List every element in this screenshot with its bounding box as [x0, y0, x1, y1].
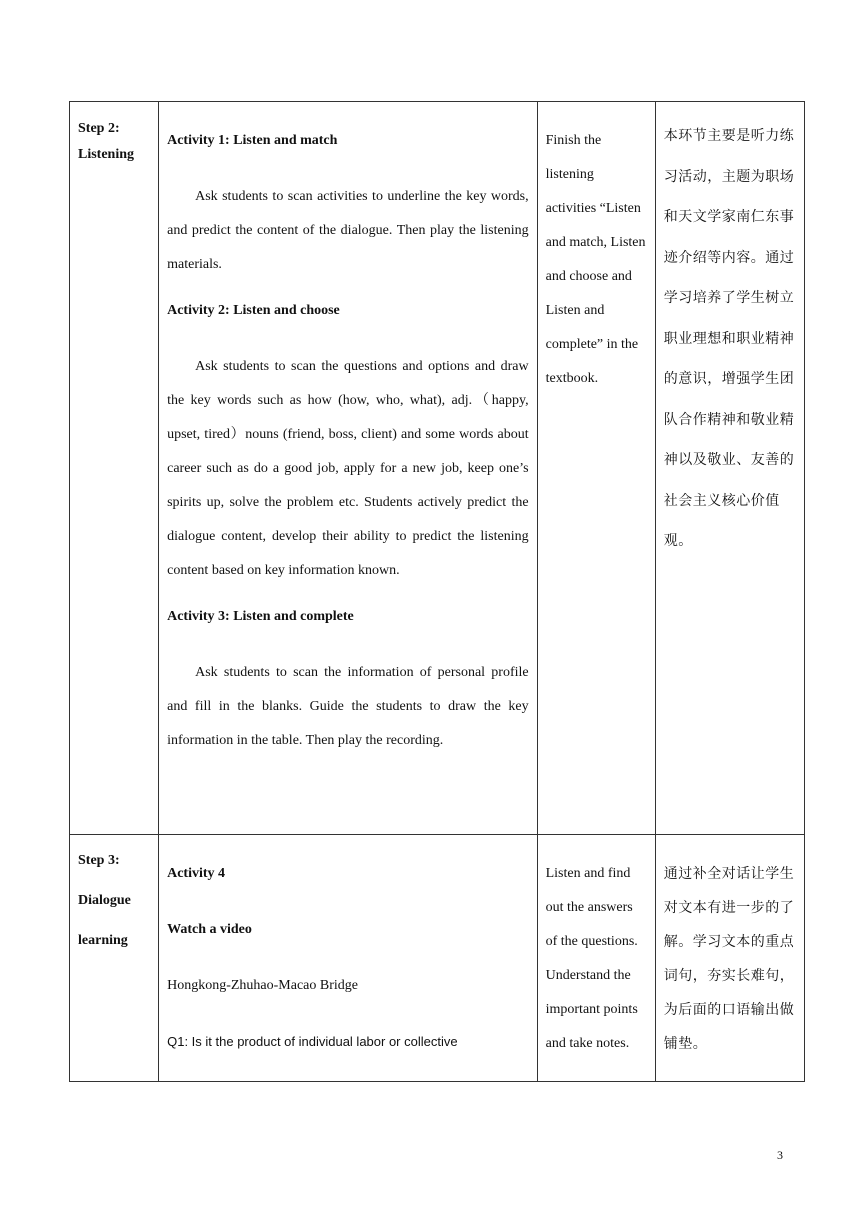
activities-cell: [159, 102, 538, 835]
step-cell: [70, 835, 159, 1082]
activity-subtitle: Watch a video: [167, 922, 252, 937]
student-activity-cell: [537, 102, 655, 835]
activity-title: Activity 4: [167, 866, 226, 881]
activity-description: Ask students to scan the information of personal profile and fill in the blanks. Guide the students to draw the key information in the table. Then play the recording.: [167, 665, 529, 748]
step-label-line: Dialogue: [78, 893, 131, 908]
activity-title: Activity 2: Listen and choose: [167, 303, 340, 318]
activity-title: Activity 3: Listen and complete: [167, 609, 354, 624]
step-label-line: Step 3:: [78, 853, 120, 868]
step-cell: [70, 102, 159, 835]
purpose-cell: [655, 835, 804, 1082]
student-activity-text: Finish the listening activities “Listen and match, Listen and choose and Listen and complete” in the textbook.: [545, 133, 646, 386]
step-label-line: learning: [78, 933, 128, 948]
activity-description: Hongkong-Zhuhao-Macao Bridge: [167, 978, 359, 993]
purpose-text: 通过补全对话让学生对文本有进一步的了解。学习文本的重点词句，夯实长难句，为后面的口语输出做铺垫。: [663, 866, 795, 1052]
lesson-plan-table: [69, 101, 805, 1082]
step-label: [70, 835, 158, 961]
activity-description: Ask students to scan the questions and options and draw the key words such as how (how, who, what), adj.（happy, upset, tired）nouns (friend, boss, client) and some words about career such as do a good job, apply for a new job, keep one’s spirits up, solve the problem etc. Students actively predict the dialogue content, develop their ability to predict the listening content based on key information known.: [167, 359, 529, 578]
student-activity-cell: [537, 835, 655, 1082]
purpose-cell: [655, 102, 804, 835]
question-text: Q1: Is it the product of individual labor or collective: [167, 1034, 458, 1049]
step-label: Step 2: Listening: [78, 121, 135, 162]
student-activity-text: Listen and find out the answers of the questions. Understand the important points and take notes.: [545, 866, 638, 1051]
purpose-text: 本环节主要是听力练习活动，主题为职场和天文学家南仁东事迹介绍等内容。通过学习培养了学生树立职业理想和职业精神的意识，增强学生团队合作精神和敬业精神以及敬业、友善的社会主义核心价值观。: [663, 128, 795, 549]
activity-title: Activity 1: Listen and match: [167, 133, 338, 148]
table-row: [70, 835, 805, 1082]
activities-cell: [159, 835, 538, 1082]
table-row: [70, 102, 805, 835]
activity-description: Ask students to scan activities to underline the key words, and predict the content of the dialogue. Then play the listening materials.: [167, 189, 529, 272]
page-number: 3: [777, 1148, 783, 1162]
